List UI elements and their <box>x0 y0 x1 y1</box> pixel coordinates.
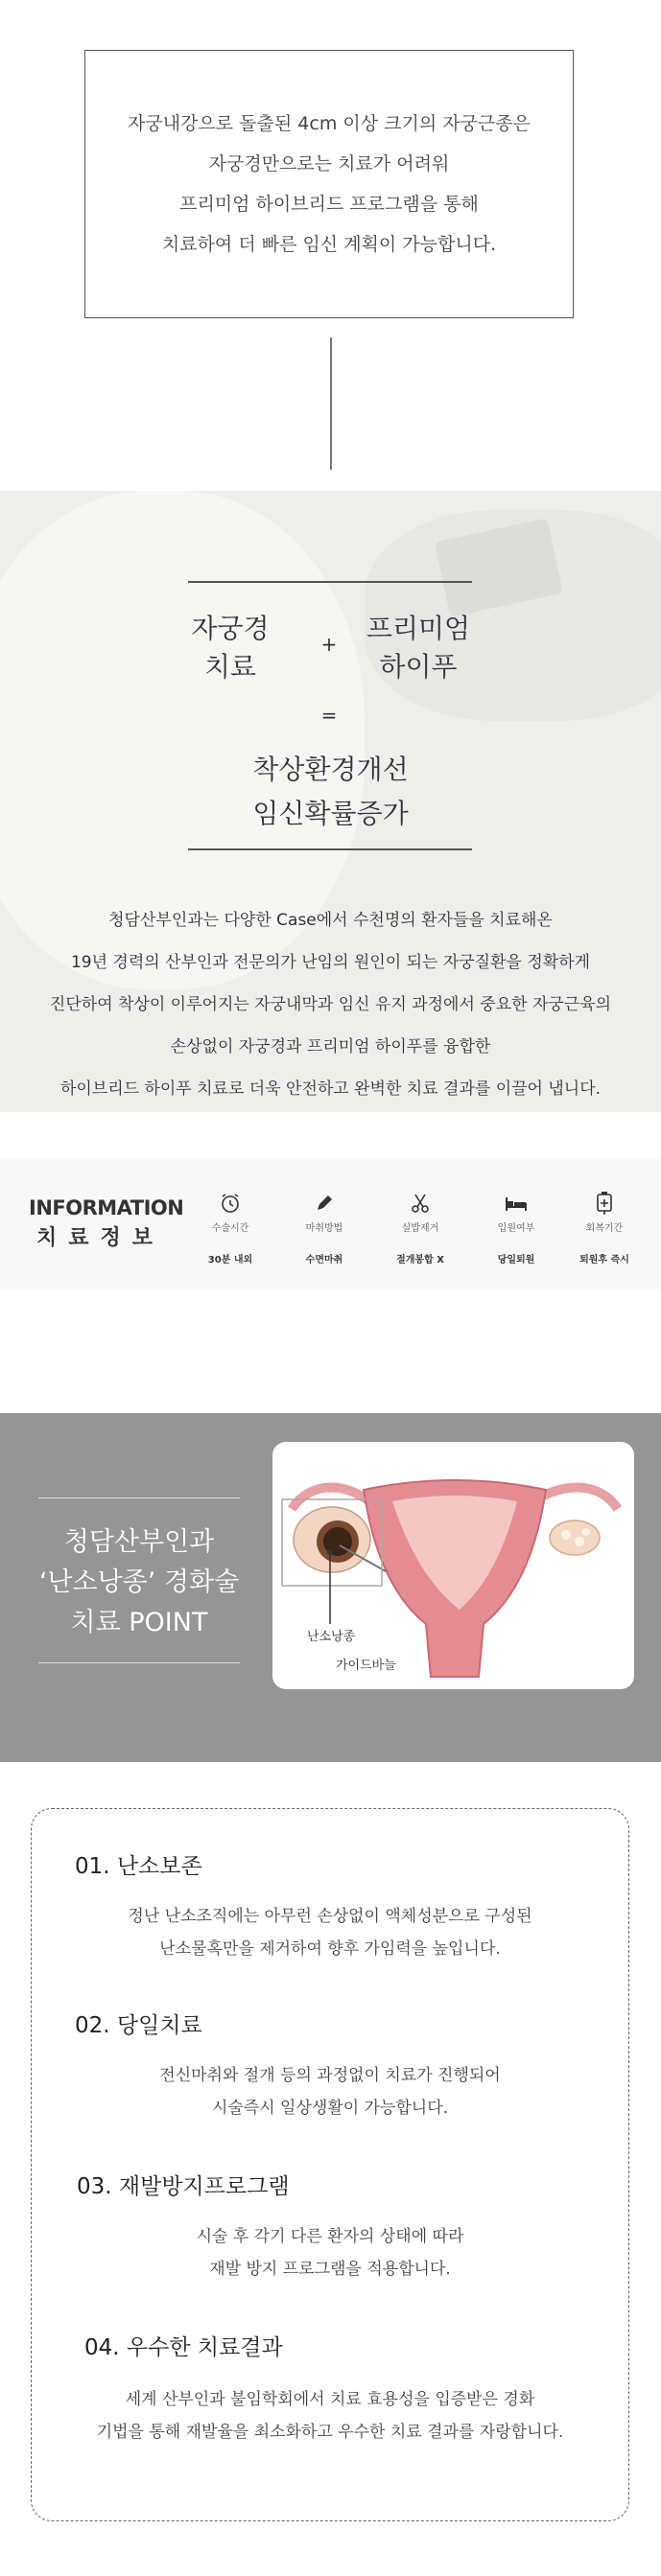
uterus-diagram-card <box>272 1442 634 1689</box>
point-item-desc: 시술 후 각기 다른 환자의 상태에 따라 재발 방지 프로그램을 적용합니다. <box>196 2227 464 2279</box>
pen-icon <box>271 1189 377 1218</box>
info-title-ko: 치료정보 <box>36 1226 165 1250</box>
info-item-stitches <box>367 1189 473 1265</box>
point-item-title: 04. 우수한 치료결과 <box>84 2335 283 2360</box>
alarm-clock-icon <box>177 1189 283 1218</box>
info-item-surgery-time <box>177 1189 283 1265</box>
intro-box <box>84 50 574 318</box>
point-item-desc: 정난 난소조직에는 아무런 손상없이 액체성분으로 구성된 난소물혹만을 제거하여 향후 가임력을 높입니다. <box>128 1907 532 1959</box>
formula-bottom-rule <box>188 848 472 850</box>
intro-line: 치료하여 더 빠른 임신 계획이 가능합니다. <box>161 234 497 255</box>
iv-bag-icon <box>552 1189 657 1218</box>
formula-left-term: 자궁경 치료 <box>191 613 270 683</box>
info-value: 퇴원후 즉시 <box>579 1255 629 1265</box>
info-label: 입원여부 <box>497 1223 535 1234</box>
formula-result: 착상환경개선 임신확률증가 <box>252 754 409 829</box>
intro-line: 자궁경만으로는 치료가 어려워 <box>208 153 450 174</box>
vertical-divider <box>330 337 332 470</box>
info-title-en: INFORMATION <box>29 1196 184 1219</box>
point-item-desc: 전신마취와 절개 등의 과정없이 치료가 진행되어 시술즉시 일상생활이 가능합니다. <box>159 2066 501 2118</box>
point-title: 청담산부인과 ‘난소낭종’ 경화술 치료 POINT <box>38 1527 240 1637</box>
info-label: 회복기간 <box>585 1223 624 1234</box>
scissors-icon <box>367 1189 473 1218</box>
intro-line: 프리미엄 하이브리드 프로그램을 통해 <box>179 194 479 215</box>
clinic-description: 청담산부인과는 다양한 Case에서 수천명의 환자들을 치료해온 19년 경력의 산부인과 전문의가 난임의 원인이 되는 자궁질환을 정확하게 진단하여 착상이 이루어지는 자궁내막과 임신 유지 과정에서 중요한 자궁근육의 손상없이 자궁경과 프리미엄 하이푸를 융합한 하이브리드 하이푸 치료로 더욱 안전하고 완벽한 치료 결과를 이끌어 냅니다. <box>49 911 612 1099</box>
formula-top-rule <box>188 581 472 583</box>
intro-line: 자궁내강으로 돌출된 4cm 이상 크기의 자궁근종은 <box>128 113 531 134</box>
equals-sign: = <box>320 704 338 727</box>
info-label: 실밥제거 <box>401 1223 439 1234</box>
info-item-recovery <box>552 1189 657 1265</box>
point-item-title: 01. 난소보존 <box>75 1854 202 1879</box>
info-label: 수술시간 <box>211 1223 249 1234</box>
info-value: 당일퇴원 <box>497 1255 535 1265</box>
point-item-title: 02. 당일치료 <box>75 2013 202 2038</box>
plus-sign: + <box>320 633 338 656</box>
point-top-rule <box>38 1497 240 1498</box>
info-value: 절개봉합 X <box>396 1255 444 1265</box>
needle-label: 가이드바늘 <box>336 1659 396 1673</box>
formula-right-term: 프리미엄 하이푸 <box>366 613 471 683</box>
info-label: 마취방법 <box>305 1223 343 1234</box>
point-item-desc: 세계 산부인과 불임학회에서 치료 효용성을 입증받은 경화 기법을 통해 재발율을 최소화하고 우수한 치료 결과를 자랑합니다. <box>96 2390 564 2442</box>
cyst-label: 난소낭종 <box>307 1630 356 1644</box>
info-value: 30분 내외 <box>207 1255 253 1265</box>
info-item-anesthesia <box>271 1189 377 1265</box>
info-value: 수면마취 <box>305 1255 343 1265</box>
uterus-illustration <box>272 1442 634 1689</box>
point-bottom-rule <box>38 1662 240 1663</box>
point-item-title: 03. 재발방지프로그램 <box>77 2174 290 2199</box>
